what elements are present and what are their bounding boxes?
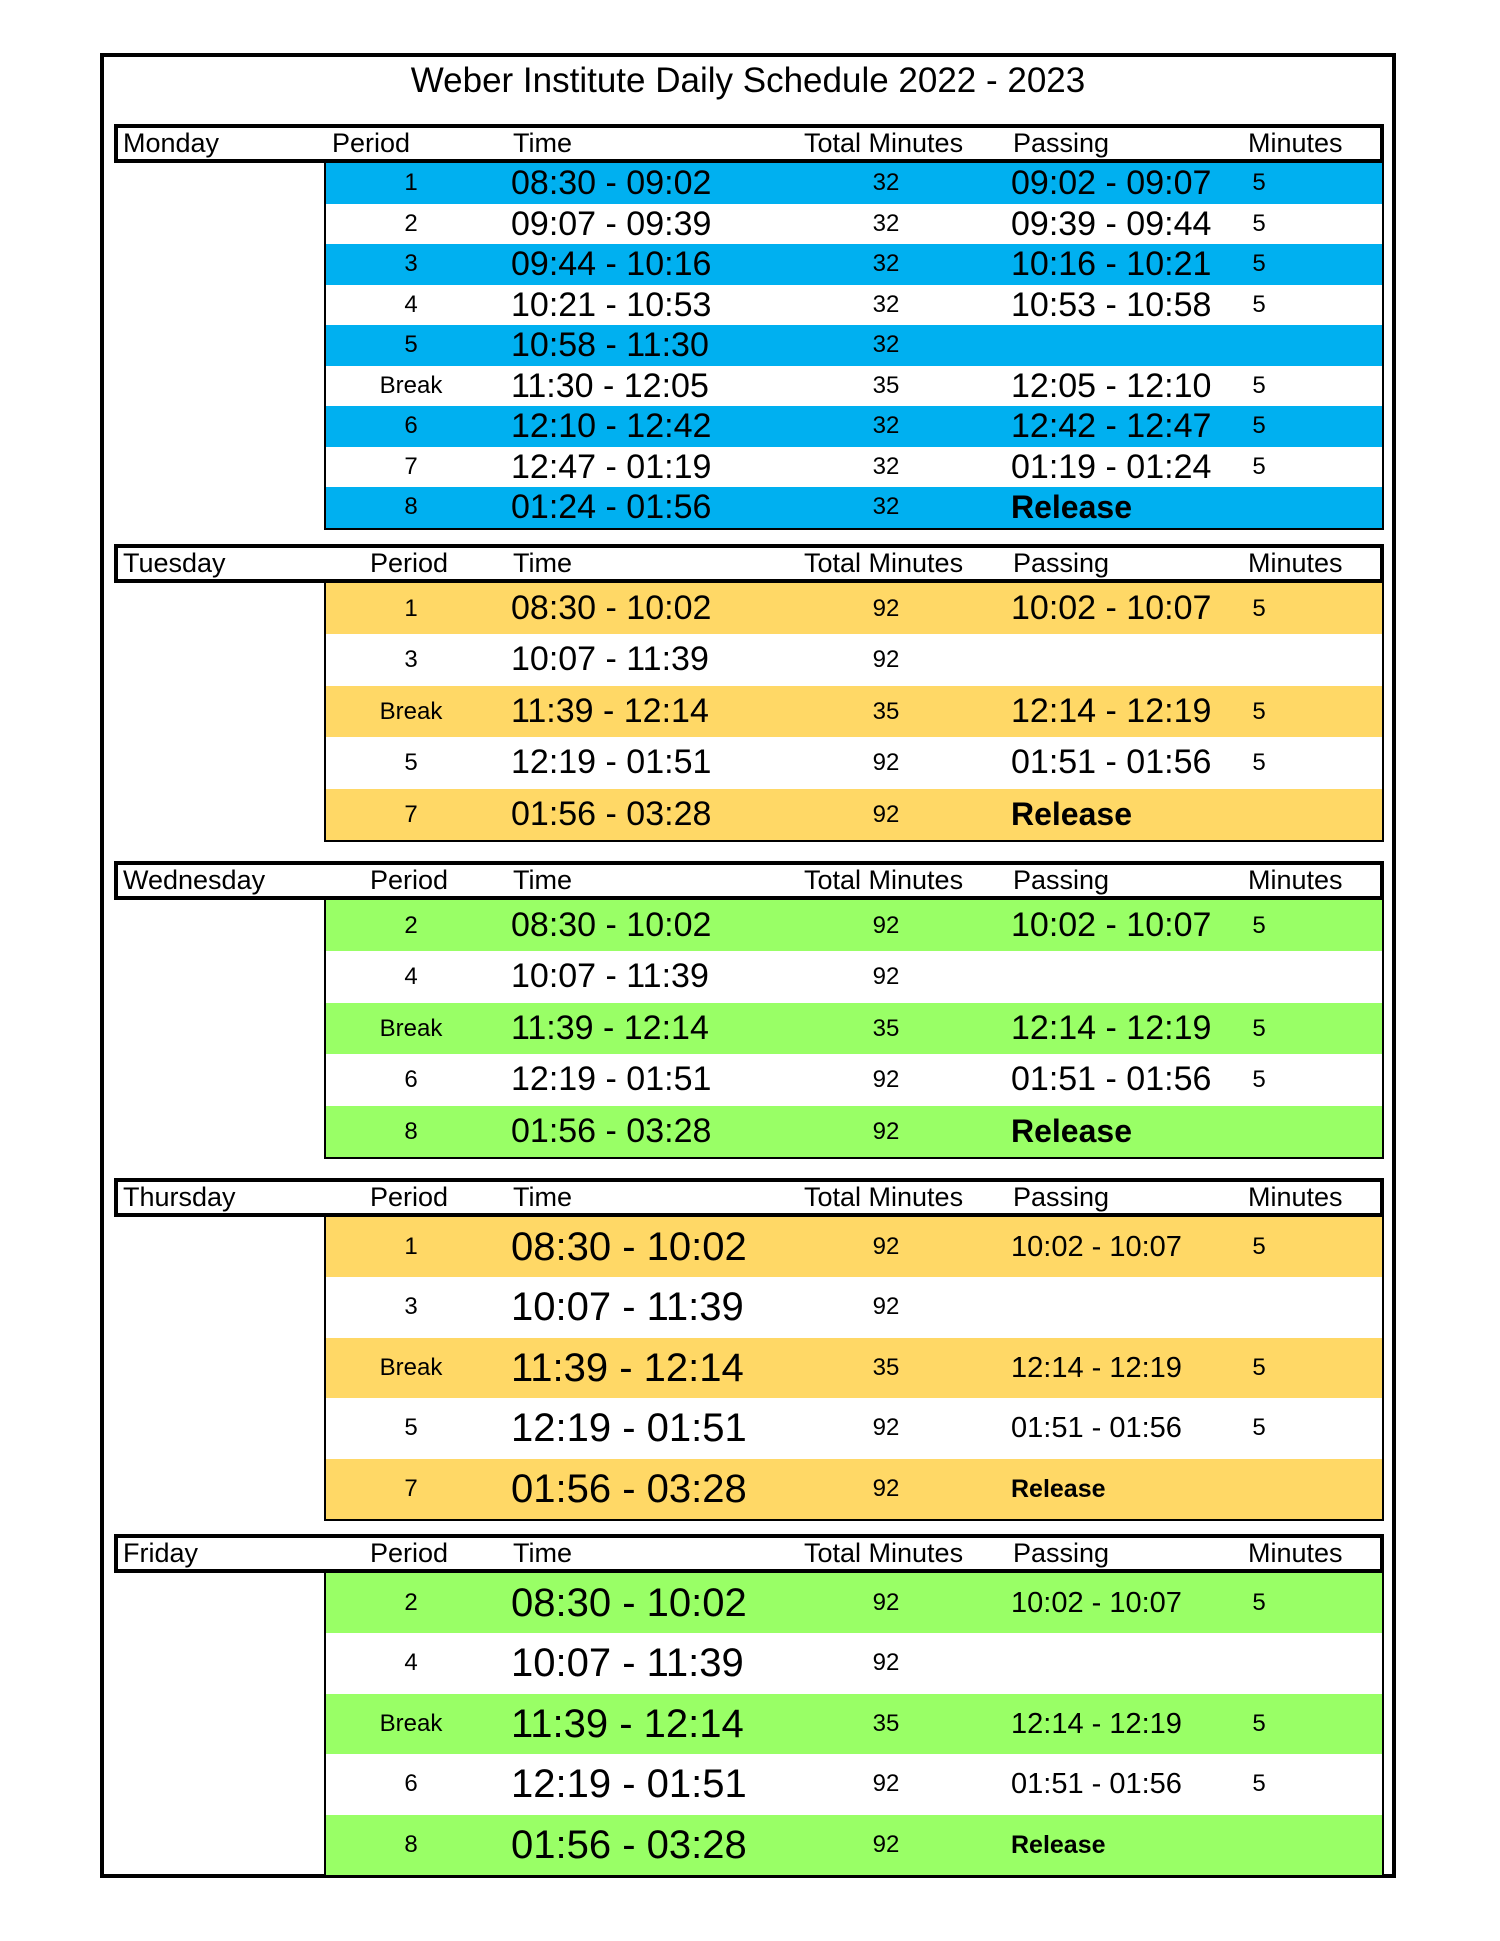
passing-cell: 12:14 - 12:19 bbox=[1011, 1707, 1182, 1740]
period-cell: 3 bbox=[404, 646, 418, 674]
schedule-thursday bbox=[114, 1178, 1384, 1521]
table-row bbox=[326, 1694, 1382, 1754]
table-row bbox=[326, 204, 1382, 245]
table-row bbox=[326, 406, 1382, 447]
passing-cell: Release bbox=[1011, 795, 1132, 832]
column-header-time: Time bbox=[513, 548, 572, 578]
minutes-cell: 5 bbox=[1252, 1066, 1266, 1094]
total-minutes-cell: 92 bbox=[872, 1066, 900, 1094]
passing-cell: 12:14 - 12:19 bbox=[1011, 691, 1212, 730]
period-cell: 2 bbox=[404, 1589, 418, 1616]
time-cell: 01:56 - 03:28 bbox=[511, 1466, 747, 1511]
day-name: Monday bbox=[123, 128, 220, 158]
period-cell: Break bbox=[379, 1014, 443, 1042]
minutes-cell: 5 bbox=[1252, 1770, 1266, 1798]
total-minutes-cell: 92 bbox=[872, 800, 900, 828]
column-header-minutes: Minutes bbox=[1248, 865, 1343, 895]
header-monday bbox=[114, 124, 1384, 163]
minutes-cell: 5 bbox=[1252, 1233, 1266, 1260]
minutes-cell: 5 bbox=[1252, 250, 1266, 277]
passing-cell: 10:02 - 10:07 bbox=[1011, 1231, 1182, 1263]
total-minutes-cell: 35 bbox=[872, 1014, 900, 1042]
minutes-cell: 5 bbox=[1252, 169, 1266, 196]
column-header-time: Time bbox=[513, 128, 572, 158]
table-row bbox=[326, 686, 1382, 737]
period-cell: Break bbox=[379, 697, 443, 725]
rows-thursday bbox=[324, 1217, 1384, 1521]
table-row bbox=[326, 1277, 1382, 1337]
table-row bbox=[326, 487, 1382, 528]
column-header-period: Period bbox=[370, 548, 449, 578]
table-row bbox=[326, 1003, 1382, 1054]
period-cell: 4 bbox=[404, 290, 418, 318]
rows-wednesday bbox=[324, 900, 1384, 1159]
total-minutes-cell: 92 bbox=[872, 1474, 900, 1502]
minutes-cell: 5 bbox=[1252, 1589, 1266, 1616]
time-cell: 10:07 - 11:39 bbox=[511, 1641, 744, 1686]
passing-cell: 10:02 - 10:07 bbox=[1011, 1587, 1182, 1619]
passing-cell: Release bbox=[1011, 1112, 1132, 1149]
time-cell: 10:07 - 11:39 bbox=[511, 640, 709, 679]
minutes-cell: 5 bbox=[1252, 697, 1266, 725]
total-minutes-cell: 92 bbox=[872, 1589, 900, 1616]
minutes-cell: 5 bbox=[1252, 1014, 1266, 1042]
time-cell: 08:30 - 09:02 bbox=[511, 164, 712, 202]
day-name: Friday bbox=[123, 1538, 199, 1568]
period-cell: 1 bbox=[404, 1233, 418, 1260]
column-header-passing: Passing bbox=[1013, 1538, 1110, 1568]
period-cell: 6 bbox=[404, 412, 418, 439]
table-row bbox=[326, 1459, 1382, 1519]
column-header-period: Period bbox=[370, 865, 449, 895]
minutes-cell: 5 bbox=[1252, 595, 1266, 622]
period-cell: 1 bbox=[404, 169, 418, 196]
column-header-total-minutes: Total Minutes bbox=[804, 548, 964, 578]
table-row bbox=[326, 583, 1382, 634]
day-name: Tuesday bbox=[123, 548, 226, 578]
column-header-passing: Passing bbox=[1013, 128, 1110, 158]
period-cell: Break bbox=[379, 1709, 443, 1737]
total-minutes-cell: 32 bbox=[872, 452, 900, 480]
minutes-cell: 5 bbox=[1252, 1709, 1266, 1737]
period-cell: 8 bbox=[404, 1830, 418, 1858]
minutes-cell: 5 bbox=[1252, 371, 1266, 399]
table-row bbox=[326, 951, 1382, 1002]
total-minutes-cell: 92 bbox=[872, 646, 900, 674]
table-row bbox=[326, 634, 1382, 685]
passing-cell: Release bbox=[1011, 489, 1132, 525]
table-row bbox=[326, 1338, 1382, 1398]
table-row bbox=[326, 1106, 1382, 1157]
total-minutes-cell: 92 bbox=[872, 963, 900, 991]
passing-cell: 12:14 - 12:19 bbox=[1011, 1351, 1182, 1384]
table-row bbox=[326, 1815, 1382, 1875]
period-cell: 8 bbox=[404, 493, 418, 520]
schedule-monday bbox=[114, 124, 1384, 530]
page-title: Weber Institute Daily Schedule 2022 - 2023 bbox=[410, 61, 1086, 100]
total-minutes-cell: 92 bbox=[872, 1117, 900, 1145]
time-cell: 10:58 - 11:30 bbox=[511, 326, 709, 364]
passing-cell: 01:51 - 01:56 bbox=[1011, 1060, 1212, 1099]
schedule-friday bbox=[114, 1534, 1384, 1877]
table-row bbox=[326, 325, 1382, 366]
rows-tuesday bbox=[324, 583, 1384, 842]
period-cell: 3 bbox=[404, 1293, 418, 1321]
rows-monday bbox=[324, 163, 1384, 530]
passing-cell: 09:39 - 09:44 bbox=[1011, 204, 1212, 243]
total-minutes-cell: 35 bbox=[872, 1353, 900, 1381]
passing-cell: 10:16 - 10:21 bbox=[1011, 245, 1212, 283]
column-header-total-minutes: Total Minutes bbox=[804, 865, 964, 895]
time-cell: 09:07 - 09:39 bbox=[511, 204, 712, 243]
passing-cell: 01:19 - 01:24 bbox=[1011, 447, 1212, 486]
table-row bbox=[326, 1398, 1382, 1458]
minutes-cell: 5 bbox=[1252, 1353, 1266, 1381]
period-cell: 3 bbox=[404, 250, 418, 277]
table-row bbox=[326, 1573, 1382, 1633]
passing-cell: 10:02 - 10:07 bbox=[1011, 589, 1212, 627]
time-cell: 01:56 - 03:28 bbox=[511, 794, 712, 833]
period-cell: 5 bbox=[404, 1414, 418, 1442]
minutes-cell: 5 bbox=[1252, 452, 1266, 480]
time-cell: 11:39 - 12:14 bbox=[511, 1008, 709, 1047]
day-name: Thursday bbox=[123, 1182, 236, 1212]
schedule-wednesday bbox=[114, 861, 1384, 1159]
column-header-total-minutes: Total Minutes bbox=[804, 1538, 964, 1568]
header-wednesday bbox=[114, 861, 1384, 900]
passing-cell: 12:42 - 12:47 bbox=[1011, 407, 1212, 445]
column-header-passing: Passing bbox=[1013, 1182, 1110, 1212]
minutes-cell: 5 bbox=[1252, 749, 1266, 777]
table-row bbox=[326, 163, 1382, 204]
total-minutes-cell: 32 bbox=[872, 331, 900, 358]
column-header-period: Period bbox=[370, 1182, 449, 1212]
period-cell: 7 bbox=[404, 800, 418, 828]
period-cell: 6 bbox=[404, 1770, 418, 1798]
total-minutes-cell: 32 bbox=[872, 250, 900, 277]
table-row bbox=[326, 900, 1382, 951]
total-minutes-cell: 92 bbox=[872, 1649, 900, 1677]
minutes-cell: 5 bbox=[1252, 412, 1266, 439]
time-cell: 11:30 - 12:05 bbox=[511, 366, 709, 405]
table-row bbox=[326, 789, 1382, 840]
passing-cell: 10:53 - 10:58 bbox=[1011, 285, 1212, 324]
passing-cell: 12:14 - 12:19 bbox=[1011, 1008, 1212, 1047]
total-minutes-cell: 92 bbox=[872, 1414, 900, 1442]
table-row bbox=[326, 1754, 1382, 1814]
table-row bbox=[326, 447, 1382, 488]
passing-cell: 01:51 - 01:56 bbox=[1011, 1768, 1182, 1801]
time-cell: 12:47 - 01:19 bbox=[511, 447, 712, 486]
total-minutes-cell: 35 bbox=[872, 697, 900, 725]
total-minutes-cell: 32 bbox=[872, 169, 900, 196]
time-cell: 08:30 - 10:02 bbox=[511, 1225, 747, 1269]
total-minutes-cell: 92 bbox=[872, 749, 900, 777]
minutes-cell: 5 bbox=[1252, 290, 1266, 318]
column-header-period: Period bbox=[370, 1538, 449, 1568]
minutes-cell: 5 bbox=[1252, 209, 1266, 237]
total-minutes-cell: 35 bbox=[872, 1709, 900, 1737]
column-header-minutes: Minutes bbox=[1248, 1538, 1343, 1568]
time-cell: 10:07 - 11:39 bbox=[511, 957, 709, 996]
header-friday bbox=[114, 1534, 1384, 1573]
total-minutes-cell: 92 bbox=[872, 1293, 900, 1321]
minutes-cell: 5 bbox=[1252, 912, 1266, 939]
passing-cell: 09:02 - 09:07 bbox=[1011, 164, 1212, 202]
table-row bbox=[326, 1217, 1382, 1277]
table-row bbox=[326, 1633, 1382, 1693]
time-cell: 08:30 - 10:02 bbox=[511, 589, 712, 627]
period-cell: 8 bbox=[404, 1117, 418, 1145]
passing-cell: Release bbox=[1011, 1830, 1106, 1859]
column-header-time: Time bbox=[513, 865, 572, 895]
time-cell: 11:39 - 12:14 bbox=[511, 1701, 744, 1746]
total-minutes-cell: 32 bbox=[872, 493, 900, 520]
period-cell: Break bbox=[379, 1353, 443, 1381]
table-row bbox=[326, 366, 1382, 407]
period-cell: 7 bbox=[404, 452, 418, 480]
period-cell: 6 bbox=[404, 1066, 418, 1094]
period-cell: 5 bbox=[404, 749, 418, 777]
time-cell: 01:56 - 03:28 bbox=[511, 1822, 747, 1867]
column-header-time: Time bbox=[513, 1182, 572, 1212]
time-cell: 10:21 - 10:53 bbox=[511, 285, 712, 324]
passing-cell: Release bbox=[1011, 1474, 1106, 1503]
column-header-total-minutes: Total Minutes bbox=[804, 128, 964, 158]
passing-cell: 01:51 - 01:56 bbox=[1011, 1412, 1182, 1445]
time-cell: 10:07 - 11:39 bbox=[511, 1285, 744, 1330]
total-minutes-cell: 32 bbox=[872, 412, 900, 439]
column-header-minutes: Minutes bbox=[1248, 548, 1343, 578]
time-cell: 12:10 - 12:42 bbox=[511, 407, 712, 445]
total-minutes-cell: 92 bbox=[872, 1830, 900, 1858]
column-header-passing: Passing bbox=[1013, 865, 1110, 895]
period-cell: 4 bbox=[404, 963, 418, 991]
time-cell: 08:30 - 10:02 bbox=[511, 906, 712, 944]
column-header-period: Period bbox=[332, 128, 411, 158]
column-header-minutes: Minutes bbox=[1248, 1182, 1343, 1212]
time-cell: 08:30 - 10:02 bbox=[511, 1581, 747, 1625]
passing-cell: 12:05 - 12:10 bbox=[1011, 366, 1212, 405]
time-cell: 09:44 - 10:16 bbox=[511, 245, 712, 283]
total-minutes-cell: 92 bbox=[872, 1770, 900, 1798]
minutes-cell: 5 bbox=[1252, 1414, 1266, 1442]
total-minutes-cell: 92 bbox=[872, 1233, 900, 1260]
header-thursday bbox=[114, 1178, 1384, 1217]
total-minutes-cell: 92 bbox=[872, 912, 900, 939]
period-cell: 5 bbox=[404, 331, 418, 358]
total-minutes-cell: 32 bbox=[872, 290, 900, 318]
column-header-total-minutes: Total Minutes bbox=[804, 1182, 964, 1212]
period-cell: 2 bbox=[404, 912, 418, 939]
time-cell: 12:19 - 01:51 bbox=[511, 1762, 747, 1807]
time-cell: 01:24 - 01:56 bbox=[511, 488, 712, 526]
column-header-passing: Passing bbox=[1013, 548, 1110, 578]
total-minutes-cell: 35 bbox=[872, 371, 900, 399]
total-minutes-cell: 92 bbox=[872, 595, 900, 622]
period-cell: 4 bbox=[404, 1649, 418, 1677]
passing-cell: 10:02 - 10:07 bbox=[1011, 906, 1212, 944]
time-cell: 12:19 - 01:51 bbox=[511, 1406, 747, 1451]
period-cell: Break bbox=[379, 371, 443, 399]
period-cell: 2 bbox=[404, 209, 418, 237]
day-name: Wednesday bbox=[123, 865, 266, 895]
header-tuesday bbox=[114, 544, 1384, 583]
table-row bbox=[326, 737, 1382, 788]
column-header-minutes: Minutes bbox=[1248, 128, 1343, 158]
time-cell: 11:39 - 12:14 bbox=[511, 1345, 744, 1390]
rows-friday bbox=[324, 1573, 1384, 1877]
table-row bbox=[326, 244, 1382, 285]
time-cell: 12:19 - 01:51 bbox=[511, 1060, 712, 1099]
time-cell: 01:56 - 03:28 bbox=[511, 1111, 712, 1150]
column-header-time: Time bbox=[513, 1538, 572, 1568]
period-cell: 1 bbox=[404, 595, 418, 622]
table-row bbox=[326, 285, 1382, 326]
total-minutes-cell: 32 bbox=[872, 209, 900, 237]
passing-cell: 01:51 - 01:56 bbox=[1011, 743, 1212, 782]
time-cell: 12:19 - 01:51 bbox=[511, 743, 712, 782]
time-cell: 11:39 - 12:14 bbox=[511, 691, 709, 730]
schedule-tuesday bbox=[114, 544, 1384, 842]
table-row bbox=[326, 1054, 1382, 1105]
period-cell: 7 bbox=[404, 1474, 418, 1502]
